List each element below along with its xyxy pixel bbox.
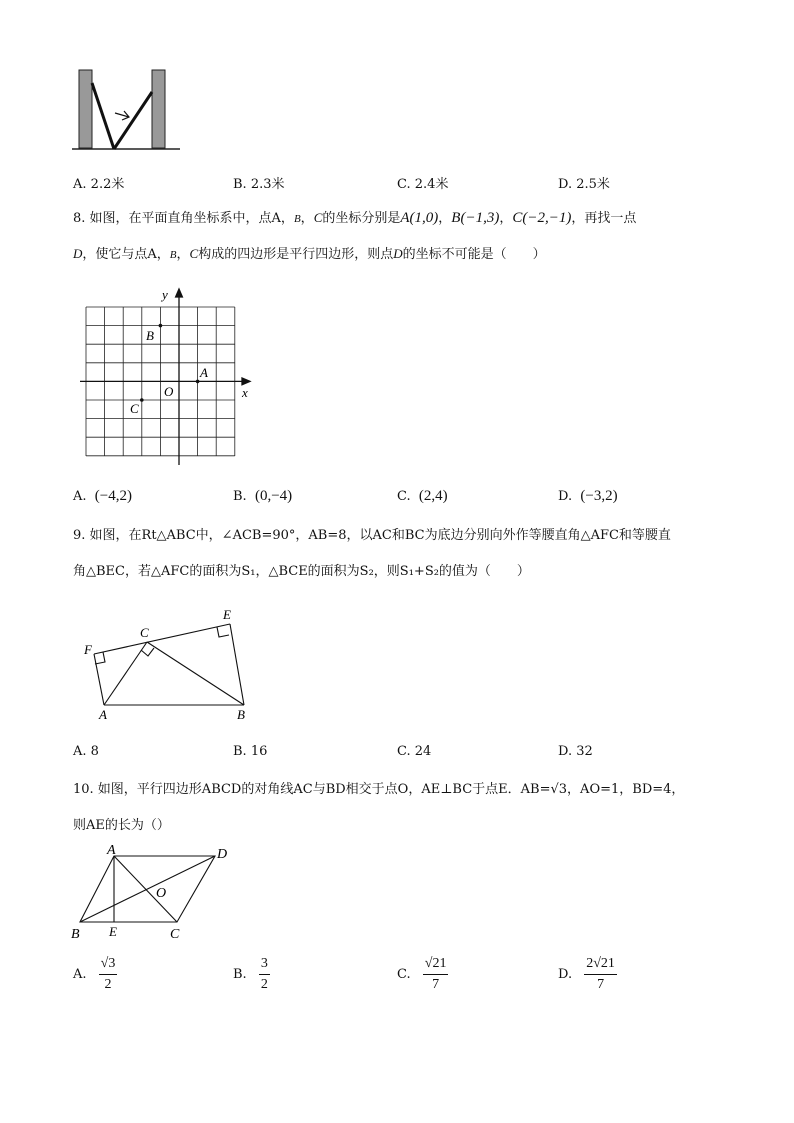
point-a-label: A (200, 365, 208, 380)
fraction: $\frac{2√21}{7}$ (586, 956, 615, 992)
fraction: $\frac{√21}{7}$ (424, 956, 447, 992)
q9-option-b[interactable]: B. 16 (233, 744, 268, 759)
point-c (140, 398, 144, 402)
q10-option-b[interactable]: B. $\frac{3}{2}$ (233, 956, 268, 992)
diagonal-bd (80, 856, 215, 922)
side-eb (230, 624, 244, 705)
q10-line-2: 则AE的长为（） (73, 818, 170, 833)
line-fe (94, 624, 230, 654)
q10-option-d[interactable]: D. $\frac{2√21}{7}$ (558, 956, 615, 992)
q8-option-a[interactable]: A. (−4,2) (73, 488, 132, 504)
q7-option-a[interactable]: A. 2.2米 (73, 177, 125, 192)
ladder-left (92, 83, 114, 149)
label-c: C (170, 927, 180, 942)
q10-line-1: 10. 如图，平行四边形ABCD的对角线AC与BD相交于点O，AE⊥BC于点E．AB=√3，AO=1，BD=4， (73, 782, 685, 797)
side-ac (104, 642, 147, 705)
label-e: E (223, 607, 231, 622)
label-c: C (140, 625, 149, 640)
point-b (159, 324, 163, 328)
q10-parallelogram-figure (66, 840, 246, 945)
q9-option-c[interactable]: C. 24 (397, 744, 432, 759)
q10-option-c[interactable]: C. $\frac{√21}{7}$ (397, 956, 447, 992)
label-b: B (237, 707, 245, 722)
q9-triangle-figure (80, 602, 260, 727)
diagonal-ac (114, 856, 177, 922)
q8-line-1: 8. 如图，在平面直角坐标系中，点A，B，C的坐标分别是A(1,0)，B(−1,3)，C(−2,−1)，再找一点 (73, 210, 637, 226)
q10-option-a[interactable]: A. $\frac{√3}{2}$ (73, 956, 116, 992)
fraction: $\frac{3}{2}$ (260, 956, 268, 992)
q8-coordinate-grid (78, 285, 258, 467)
left-wall (79, 70, 92, 148)
point-c-label: C (130, 401, 139, 416)
arrow-icon (115, 111, 129, 120)
side-cb (147, 642, 244, 705)
q8-option-c[interactable]: C. (2,4) (397, 488, 448, 504)
label-a: A (99, 707, 107, 722)
label-b: B (71, 927, 80, 942)
ladder-right (114, 92, 152, 149)
q9-line-2: 角△BEC，若△AFC的面积为S₁，△BCE的面积为S₂，则S₁+S₂的值为（ ） (73, 564, 530, 579)
q7-ladder-figure (70, 65, 185, 155)
q8-option-b[interactable]: B. (0,−4) (233, 488, 293, 504)
point-a (196, 380, 200, 384)
axes (80, 289, 250, 465)
label-d: D (217, 847, 228, 862)
right-wall (152, 70, 165, 148)
x-axis-label: x (242, 385, 248, 400)
label-o: O (156, 886, 167, 901)
q7-option-d[interactable]: D. 2.5米 (558, 177, 610, 192)
label-f: F (84, 642, 92, 657)
right-angle-c (141, 648, 154, 656)
origin-label: O (164, 384, 174, 399)
q9-option-d[interactable]: D. 32 (558, 744, 593, 759)
q7-option-b[interactable]: B. 2.3米 (233, 177, 285, 192)
right-angle-e (217, 627, 229, 637)
y-axis-label: y (162, 287, 168, 302)
point-b-label: B (146, 328, 154, 343)
label-a: A (107, 843, 116, 858)
q9-option-a[interactable]: A. 8 (73, 744, 99, 759)
q9-line-1: 9. 如图，在Rt△ABC中，∠ACB=90°，AB=8，以AC和BC为底边分别向外作等腰直角△AFC和等腰直 (73, 528, 671, 543)
label-e: E (109, 924, 117, 939)
side-fa (94, 654, 104, 705)
q7-option-c[interactable]: C. 2.4米 (397, 177, 449, 192)
q8-option-d[interactable]: D. (−3,2) (558, 488, 618, 504)
q8-line-2: D，使它与点A，B，C构成的四边形是平行四边形，则点D的坐标不可能是（ ） (73, 246, 546, 262)
fraction: $\frac{√3}{2}$ (100, 956, 116, 992)
